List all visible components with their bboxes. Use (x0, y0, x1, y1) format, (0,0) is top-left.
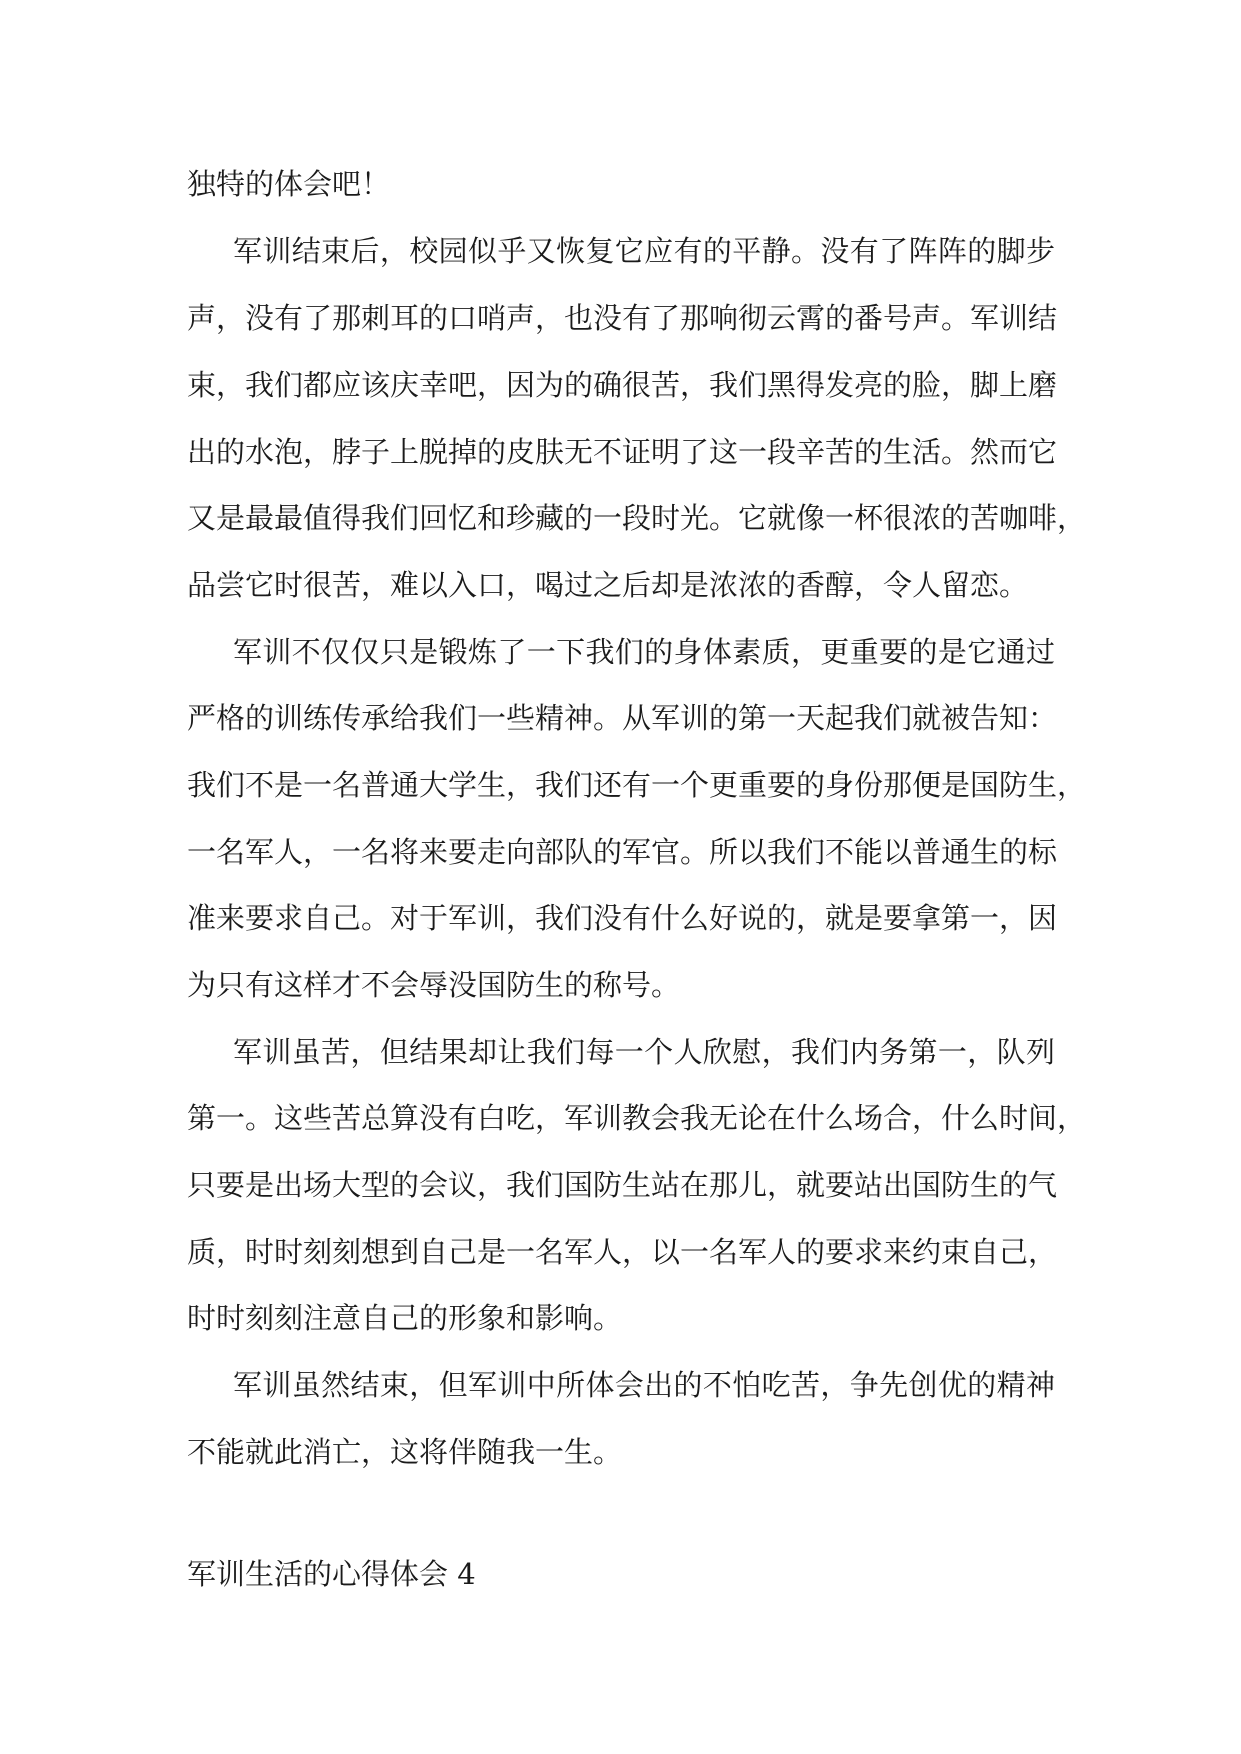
text-line: 声，没有了那刺耳的口哨声，也没有了那响彻云霄的番号声。军训结 (187, 301, 1058, 335)
text-line: 只要是出场大型的会议，我们国防生站在那儿，就要站出国防生的气 (187, 1168, 1058, 1202)
text-line: 不能就此消亡，这将伴随我一生。 (187, 1435, 623, 1469)
text-line: 我们不是一名普通大学生，我们还有一个更重要的身份那便是国防生， (187, 768, 1087, 802)
text-line: 质，时时刻刻想到自己是一名军人，以一名军人的要求来约束自己， (187, 1235, 1058, 1269)
text-line: 独特的体会吧！ (187, 167, 391, 201)
text-line: 严格的训练传承给我们一些精神。从军训的第一天起我们就被告知： (187, 701, 1058, 735)
text-line: 又是最最值得我们回忆和珍藏的一段时光。它就像一杯很浓的苦咖啡， (187, 501, 1087, 535)
text-line: 出的水泡，脖子上脱掉的皮肤无不证明了这一段辛苦的生活。然而它 (187, 435, 1058, 469)
paragraph-first-line: 军训结束后，校园似乎又恢复它应有的平静。没有了阵阵的脚步 (233, 234, 1055, 268)
text-line: 一名军人，一名将来要走向部队的军官。所以我们不能以普通生的标 (187, 835, 1058, 869)
paragraph-first-line: 军训不仅仅只是锻炼了一下我们的身体素质，更重要的是它通过 (233, 635, 1055, 669)
text-line: 准来要求自己。对于军训，我们没有什么好说的，就是要拿第一，因 (187, 901, 1058, 935)
text-line: 为只有这样才不会辱没国防生的称号。 (187, 968, 681, 1002)
paragraph-first-line: 军训虽然结束，但军训中所体会出的不怕吃苦，争先创优的精神 (233, 1368, 1055, 1402)
text-line: 束，我们都应该庆幸吧，因为的确很苦，我们黑得发亮的脸，脚上磨 (187, 368, 1058, 402)
text-line: 品尝它时很苦，难以入口，喝过之后却是浓浓的香醇，令人留恋。 (187, 568, 1029, 602)
text-line: 第一。这些苦总算没有白吃，军训教会我无论在什么场合，什么时间， (187, 1101, 1087, 1135)
section-heading: 军训生活的心得体会 4 (187, 1557, 476, 1591)
paragraph-first-line: 军训虽苦，但结果却让我们每一个人欣慰，我们内务第一，队列 (233, 1035, 1055, 1069)
text-line: 时时刻刻注意自己的形象和影响。 (187, 1301, 623, 1335)
